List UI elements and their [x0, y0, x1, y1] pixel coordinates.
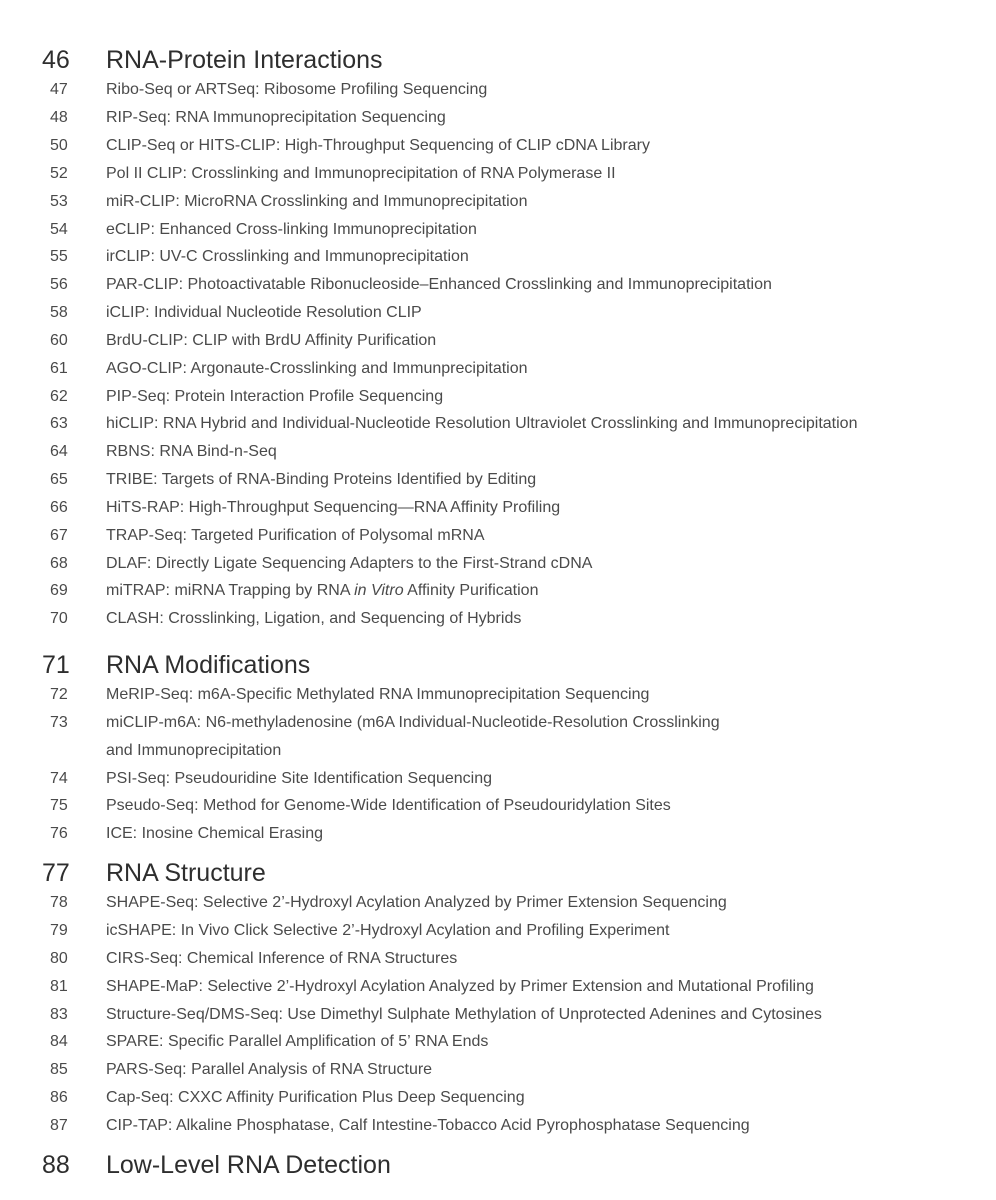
section-page-number: 71: [42, 651, 70, 679]
entry-title-part: miTRAP: miRNA Trapping by RNA: [106, 582, 355, 599]
entry-title: irCLIP: UV-C Crosslinking and Immunoprecipitation: [106, 248, 469, 265]
entry-page-number: 73: [50, 714, 68, 731]
entry-title: ICE: Inosine Chemical Erasing: [106, 825, 323, 842]
entry-title: miCLIP-m6A: N6-methyladenosine (m6A Individual-Nucleotide-Resolution Crosslinking: [106, 714, 720, 731]
entry-title: CLIP-Seq or HITS-CLIP: High-Throughput Sequencing of CLIP cDNA Library: [106, 137, 650, 154]
entry-page-number: 85: [50, 1061, 68, 1078]
entry-title-part: Affinity Purification: [403, 582, 539, 599]
entry-page-number: 50: [50, 137, 68, 154]
entry-title: Pseudo-Seq: Method for Genome-Wide Identification of Pseudouridylation Sites: [106, 797, 671, 814]
entry-title: BrdU-CLIP: CLIP with BrdU Affinity Purification: [106, 332, 437, 349]
entry-title: SHAPE-Seq: Selective 2’-Hydroxyl Acylation Analyzed by Primer Extension Sequencing: [106, 894, 727, 911]
entry-page-number: 66: [50, 499, 68, 516]
entry-title: CIRS-Seq: Chemical Inference of RNA Structures: [106, 950, 458, 967]
entry-page-number: 67: [50, 527, 68, 544]
entry-title: iCLIP: Individual Nucleotide Resolution CLIP: [106, 304, 422, 321]
entry-title: Structure-Seq/DMS-Seq: Use Dimethyl Sulphate Methylation of Unprotected Adenines and Cytosines: [106, 1006, 822, 1023]
entry-page-number: 61: [50, 360, 68, 377]
entry-page-number: 87: [50, 1117, 68, 1134]
entry-title: Cap-Seq: CXXC Affinity Purification Plus Deep Sequencing: [106, 1089, 525, 1106]
entry-title: icSHAPE: In Vivo Click Selective 2’-Hydroxyl Acylation and Profiling Experiment: [106, 922, 670, 939]
entry-title: SHAPE-MaP: Selective 2’-Hydroxyl Acylation Analyzed by Primer Extension and Mutational Profiling: [106, 978, 814, 995]
entry-title: miR-CLIP: MicroRNA Crosslinking and Immunoprecipitation: [106, 193, 528, 210]
entry-page-number: 65: [50, 471, 68, 488]
entry-title: RIP-Seq: RNA Immunoprecipitation Sequencing: [106, 109, 446, 126]
entry-page-number: 58: [50, 304, 68, 321]
entry-page-number: 60: [50, 332, 68, 349]
entry-title: CLASH: Crosslinking, Ligation, and Sequencing of Hybrids: [106, 610, 522, 627]
entry-title: MeRIP-Seq: m6A-Specific Methylated RNA Immunoprecipitation Sequencing: [106, 686, 650, 703]
entry-title: PAR-CLIP: Photoactivatable Ribonucleoside–Enhanced Crosslinking and Immunoprecipitation: [106, 276, 772, 293]
entry-title: PSI-Seq: Pseudouridine Site Identification Sequencing: [106, 770, 493, 787]
entry-page-number: 64: [50, 443, 68, 460]
entry-title: TRIBE: Targets of RNA-Binding Proteins Identified by Editing: [106, 471, 537, 488]
entry-page-number: 53: [50, 193, 68, 210]
entry-page-number: 76: [50, 825, 68, 842]
entry-page-number: 48: [50, 109, 68, 126]
section-page-number: 88: [42, 1151, 70, 1179]
entry-title: Pol II CLIP: Crosslinking and Immunoprecipitation of RNA Polymerase II: [106, 165, 616, 182]
entry-page-number: 68: [50, 555, 68, 572]
entry-title: RBNS: RNA Bind-n-Seq: [106, 443, 277, 460]
entry-page-number: 47: [50, 81, 68, 98]
entry-title: AGO-CLIP: Argonaute-Crosslinking and Immunprecipitation: [106, 360, 528, 377]
entry-title: Ribo-Seq or ARTSeq: Ribosome Profiling Sequencing: [106, 81, 488, 98]
entry-page-number: 79: [50, 922, 68, 939]
section-title: RNA Modifications: [106, 651, 311, 679]
entry-title: HiTS-RAP: High-Throughput Sequencing—RNA Affinity Profiling: [106, 499, 561, 516]
entry-page-number: 55: [50, 248, 68, 265]
entry-title: [106, 581, 538, 601]
section-page-number: 77: [42, 859, 70, 887]
entry-title: eCLIP: Enhanced Cross-linking Immunoprecipitation: [106, 221, 477, 238]
entry-title: CIP-TAP: Alkaline Phosphatase, Calf Intestine-Tobacco Acid Pyrophosphatase Sequencing: [106, 1117, 750, 1134]
entry-title-continuation: and Immunoprecipitation: [106, 742, 282, 759]
entry-page-number: 63: [50, 415, 68, 432]
entry-page-number: 56: [50, 276, 68, 293]
entry-page-number: 69: [50, 582, 68, 599]
entry-page-number: 83: [50, 1006, 68, 1023]
entry-page-number: 72: [50, 686, 68, 703]
entry-page-number: 70: [50, 610, 68, 627]
entry-page-number: 52: [50, 165, 68, 182]
section-page-number: 46: [42, 46, 70, 74]
entry-page-number: 81: [50, 978, 68, 995]
entry-title: PARS-Seq: Parallel Analysis of RNA Structure: [106, 1061, 433, 1078]
section-title: RNA Structure: [106, 859, 266, 887]
entry-page-number: 62: [50, 388, 68, 405]
section-title: Low-Level RNA Detection: [106, 1151, 391, 1179]
entry-page-number: 74: [50, 770, 68, 787]
entry-title: SPARE: Specific Parallel Amplification of 5’ RNA Ends: [106, 1033, 489, 1050]
entry-page-number: 84: [50, 1033, 68, 1050]
entry-page-number: 80: [50, 950, 68, 967]
entry-title: PIP-Seq: Protein Interaction Profile Sequencing: [106, 388, 444, 405]
entry-page-number: 86: [50, 1089, 68, 1106]
entry-page-number: 75: [50, 797, 68, 814]
entry-title: hiCLIP: RNA Hybrid and Individual-Nucleotide Resolution Ultraviolet Crosslinking and Immunoprecipitation: [106, 415, 858, 432]
entry-page-number: 78: [50, 894, 68, 911]
entry-title: DLAF: Directly Ligate Sequencing Adapters to the First-Strand cDNA: [106, 555, 593, 572]
entry-title-italic: in Vitro: [354, 582, 404, 599]
entry-title: TRAP-Seq: Targeted Purification of Polysomal mRNA: [106, 527, 485, 544]
section-title: RNA-Protein Interactions: [106, 46, 383, 74]
entry-page-number: 54: [50, 221, 68, 238]
